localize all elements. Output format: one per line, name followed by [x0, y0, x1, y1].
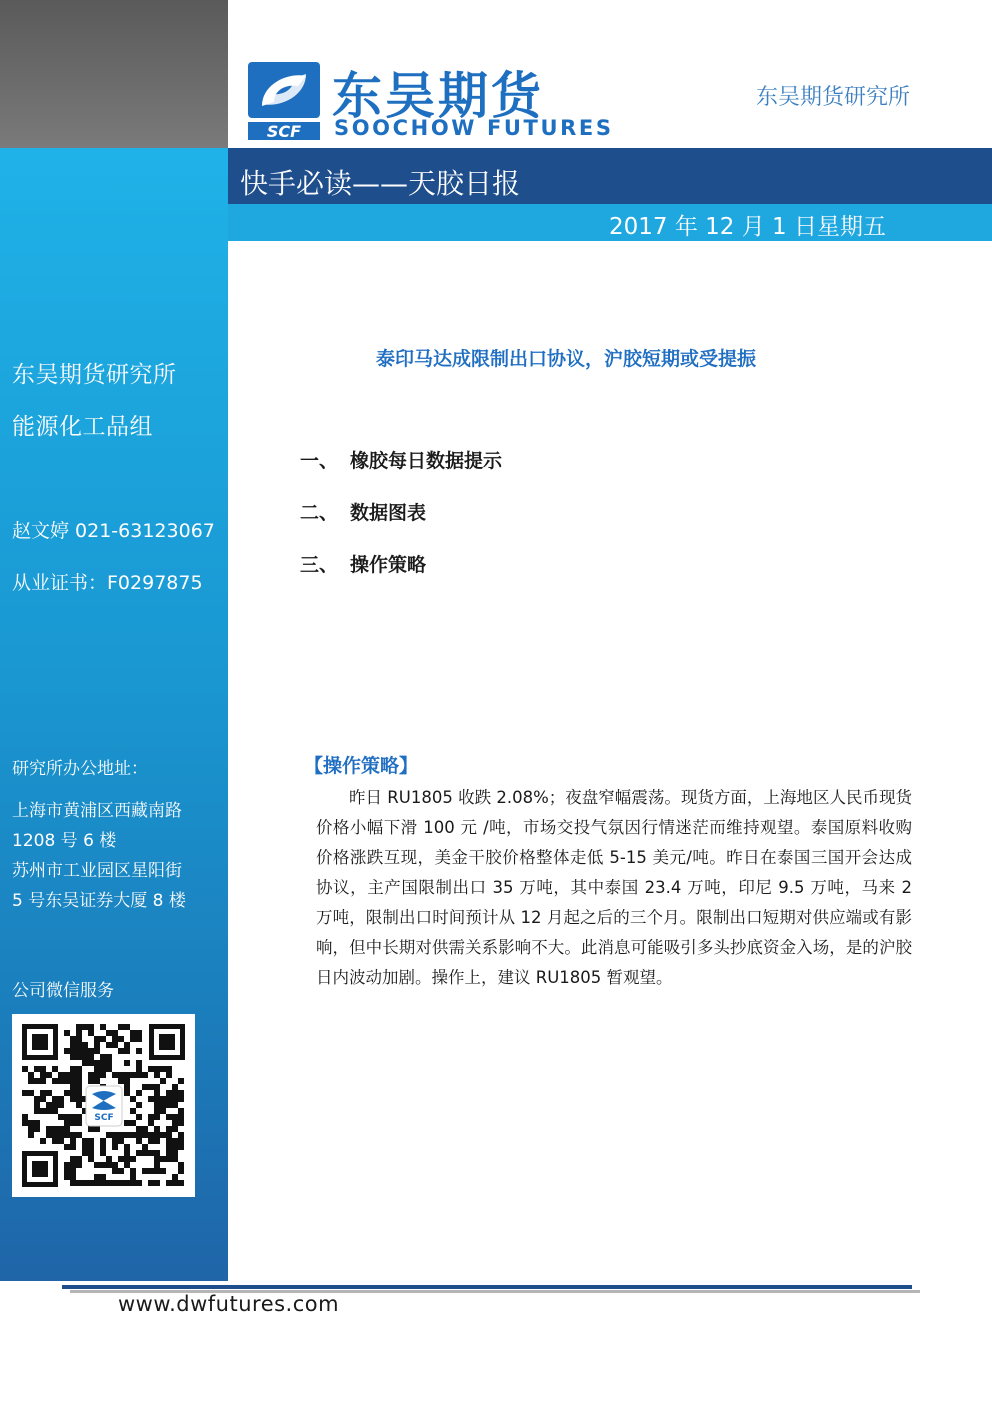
address-line: 1208 号 6 楼 [12, 831, 117, 851]
wechat-qr-code [12, 1014, 195, 1197]
sidebar-org: 东吴期货研究所 [12, 362, 177, 388]
report-headline: 泰印马达成限制出口协议，沪胶短期或受提振 [376, 348, 757, 370]
footer-divider [62, 1285, 912, 1289]
logo-mark-text: SCF [266, 122, 302, 140]
title-bar [228, 148, 992, 204]
date-bar [228, 204, 992, 241]
footer-website-link[interactable]: www.dwfutures.com [118, 1292, 340, 1316]
address-line: 5 号东吴证券大厦 8 楼 [12, 891, 186, 911]
logo-chinese-name: 东吴期货 [332, 67, 544, 125]
sidebar-address-label: 研究所办公地址： [12, 759, 148, 779]
toc-number: 二、 [300, 502, 339, 524]
section-heading-strategy: 【操作策略】 [304, 755, 419, 777]
sidebar-analyst: 赵文婷 021-63123067 [12, 520, 215, 542]
toc-number: 一、 [300, 450, 339, 472]
sidebar-group: 能源化工品组 [12, 414, 153, 440]
sidebar-wechat-label: 公司微信服务 [12, 981, 114, 1001]
sidebar-license: 从业证书：F0297875 [12, 572, 203, 594]
report-title: 快手必读——天胶日报 [240, 167, 521, 200]
sidebar-top-band [0, 0, 228, 148]
report-date: 2017 年 12 月 1 日星期五 [609, 214, 886, 240]
toc-item [300, 498, 426, 525]
toc-item [300, 446, 502, 473]
toc-number: 三、 [300, 554, 339, 576]
address-line: 上海市黄浦区西藏南路 [12, 801, 182, 821]
toc-label: 操作策略 [350, 554, 427, 576]
qr-logo-text: SCF [94, 1113, 114, 1123]
sidebar-address [12, 796, 186, 916]
logo-english-name: SOOCHOW FUTURES [334, 116, 614, 140]
toc-label: 橡胶每日数据提示 [350, 450, 503, 472]
toc-item [300, 550, 426, 577]
toc-label: 数据图表 [350, 502, 427, 524]
header-org-name: 东吴期货研究所 [755, 85, 910, 110]
sidebar [0, 148, 228, 1281]
scf-logo-icon [248, 62, 320, 140]
company-logo [248, 62, 614, 142]
address-line: 苏州市工业园区星阳街 [12, 861, 182, 881]
strategy-paragraph: 昨日 RU1805 收跌 2.08%；夜盘窄幅震荡。现货方面，上海地区人民币现货价格小幅下滑 100 元 /吨，市场交投气氛因行情迷茫而维持观望。泰国原料收购价格涨跌互现，美金干胶价格整体走低 5-15 美元/吨。昨日在泰国三国开会达成协议，主产国限制出口 35 万吨，其中泰国 23.4 万吨，印尼 9.5 万吨，马来 2 万吨，限制出口时间预计从 12 月起之后的三个月。限制出口短期对供应端或有影响，但中长期对供需关系影响不大。此消息可能吸引多头抄底资金入场，是的沪胶日内波动加剧。操作上，建议 RU1805 暂观望。 [316, 788, 912, 987]
